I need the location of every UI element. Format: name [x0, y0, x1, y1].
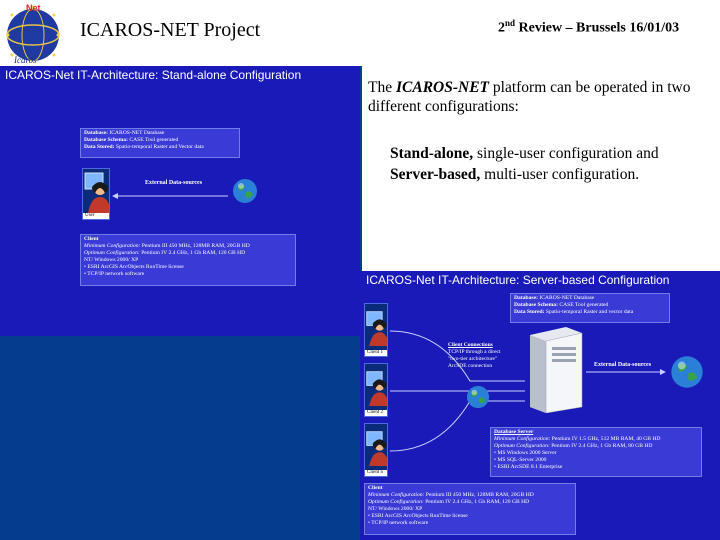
user-figure	[82, 168, 110, 220]
user-icon	[365, 304, 388, 352]
client-n-figure	[364, 423, 388, 477]
list-item: Server-based, multi-user configuration.	[390, 166, 640, 183]
user-label: User	[83, 213, 109, 219]
server-diagram	[360, 271, 720, 540]
standalone-database-box: Database: ICAROS-NET Database Database Schema: CASE Tool generated Data Stored: Spatio-temporal Raster and Vector data	[80, 128, 240, 158]
client-label: Client 1	[365, 350, 387, 356]
logo-text-bottom: Icaros	[14, 55, 37, 65]
standalone-client-box: Client Minimum Configuration: Pentium III 450 MHz, 128MB RAM, 20GB HD Optimum Configuration: Pentium IV 2.4 GHz, 1 Gb RAM, 120 GB HD NT/ Windows 2000/ XP • ESRI ArcGIS ArcObjects RunTime license • TCP/IP network software	[80, 234, 296, 286]
user-icon	[365, 364, 388, 412]
intro-paragraph: The ICAROS-NET platform can be operated in two different configurations:	[368, 79, 691, 115]
configuration-list	[390, 143, 720, 185]
intro-text-area	[362, 66, 720, 271]
server-client-box: Client Minimum Configuration: Pentium III 450 MHz, 128MB RAM, 20GB HD Optimum Configuration: Pentium IV 2.4 GHz, 1 Gb RAM, 120 GB HD NT/ Windows 2000/ XP • ESRI ArcGIS ArcObjects RunTime license • TCP/IP network software	[364, 483, 576, 535]
client-1-figure	[364, 303, 388, 357]
server-title: ICAROS-Net IT-Architecture: Server-based Configuration	[366, 273, 670, 287]
standalone-title: ICAROS-Net IT-Architecture: Stand-alone Configuration	[5, 68, 302, 82]
user-icon	[365, 424, 388, 472]
client-2-figure	[364, 363, 388, 417]
globe-icon	[232, 178, 258, 204]
server-external-label: External Data-sources	[594, 362, 652, 368]
review-title: 2nd Review – Brussels 16/01/03	[498, 18, 680, 36]
client-label: Client n	[365, 470, 387, 476]
logo-text-top: Net	[26, 3, 41, 13]
server-icon	[526, 323, 586, 413]
slide-header	[0, 0, 720, 66]
standalone-external-label: External Data-sources	[145, 180, 203, 186]
globe-icon	[670, 355, 704, 389]
user-icon	[83, 169, 110, 215]
project-title: ICAROS-NET Project	[80, 19, 261, 41]
server-data-arrow	[586, 367, 666, 377]
globe-icon	[466, 385, 490, 409]
server-database-box: Database: ICAROS-NET Database Database Schema: CASE Tool generated Data Stored: Spatio-temporal Raster and vector data	[510, 293, 670, 323]
standalone-data-arrow	[112, 190, 232, 202]
standalone-diagram	[0, 66, 360, 336]
database-server-box: Database Server Minimum Configuration: Pentium IV 1.5 GHz, 512 MB RAM, 40 GB HD Optimum Configuration: Pentium IV 2.4 GHz, 1 Gb RAM, 80 GB HD • MS Windows 2000 Server • MS SQL-Server 2000 • ESRI ArcSDE 8.1 Enterprise	[490, 427, 702, 477]
icaros-net-logo	[2, 1, 64, 65]
client-connections-text: Client Connections TCP/IP through a direct "two-tier architecture" ArcSDE connection	[448, 342, 501, 369]
client-label: Client 2	[365, 410, 387, 416]
list-item: Stand-alone, single-user configuration and	[390, 145, 659, 162]
